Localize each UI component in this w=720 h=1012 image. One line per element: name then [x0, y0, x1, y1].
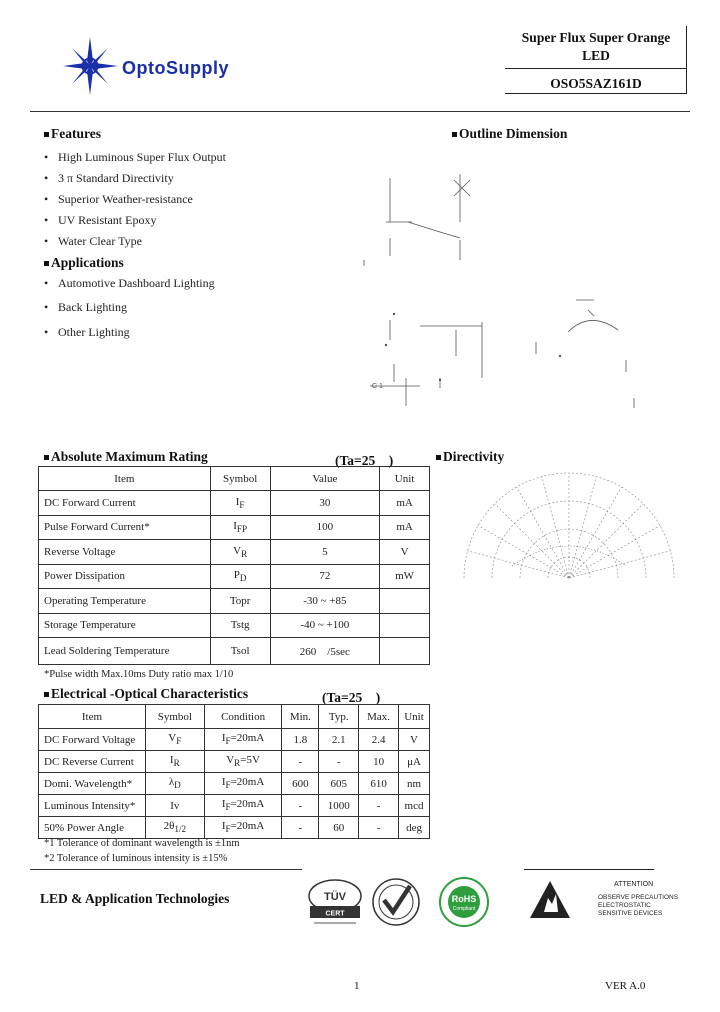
symbol-cell: $2\theta_{1/2}$: [145, 817, 204, 839]
unit-cell: mcd: [399, 795, 430, 817]
list-item: • UV Resistant Epoxy: [44, 213, 157, 227]
max-cell: -: [359, 817, 399, 839]
condition-cell: $I_F=20mA$: [204, 773, 282, 795]
unit-cell: nm: [399, 773, 430, 795]
unit-cell: V: [380, 540, 430, 565]
table-row: [39, 564, 430, 589]
square-bullet-icon: [44, 261, 49, 266]
table-row: [39, 729, 430, 751]
item-cell: Lead Soldering Temperature: [39, 638, 211, 665]
title-divider: [505, 68, 687, 69]
item-cell: Operating Temperature: [39, 589, 211, 614]
typ-cell: -: [319, 751, 359, 773]
attention-title: ATTENTION: [614, 881, 654, 888]
value-cell: 72: [270, 564, 380, 589]
item-cell: Pulse Forward Current*: [39, 515, 211, 540]
features-heading: Features: [44, 126, 101, 142]
max-cell: 10: [359, 751, 399, 773]
square-bullet-icon: [44, 132, 49, 137]
list-item: • 3 π Standard Directivity: [44, 171, 174, 185]
list-item: • Automotive Dashboard Lighting: [44, 276, 215, 290]
item-cell: Luminous Intensity*: [39, 795, 146, 817]
unit-cell: [380, 589, 430, 614]
item-cell: Storage Temperature: [39, 613, 211, 638]
eo-condition: (Ta=25 ): [322, 690, 381, 705]
rohs-label: RoHS: [451, 894, 477, 904]
list-item: • Back Lighting: [44, 300, 127, 314]
value-cell: 5: [270, 540, 380, 565]
outline-drawing: [350, 160, 660, 420]
version-label: VER A.0: [605, 980, 646, 992]
table-row: [39, 795, 430, 817]
outline-heading: Outline Dimension: [452, 126, 567, 142]
cert-label: CERT: [325, 910, 345, 918]
min-cell: -: [282, 817, 319, 839]
attention-line: SENSITIVE DEVICES: [598, 910, 663, 917]
table-row: [39, 589, 430, 614]
unit-cell: mA: [380, 515, 430, 540]
product-subtitle: LED: [582, 48, 610, 63]
wavelength-note: *1 Tolerance of dominant wavelength is ±1nm: [44, 838, 240, 849]
attention-line: ELECTROSTATIC: [598, 902, 651, 909]
symbol-cell: Tsol: [210, 638, 270, 665]
item-cell: DC Reverse Current: [39, 751, 146, 773]
list-item: • Superior Weather-resistance: [44, 192, 193, 206]
min-cell: -: [282, 795, 319, 817]
column-header: Min.: [282, 705, 319, 729]
value-cell: -30 ~ +85: [270, 589, 380, 614]
typ-cell: 1000: [319, 795, 359, 817]
min-cell: 1.8: [282, 729, 319, 751]
symbol-cell: $I_F$: [210, 491, 270, 516]
square-bullet-icon: [44, 455, 49, 460]
quality-cert-logo: [370, 876, 422, 928]
column-header: Unit: [380, 467, 430, 491]
attention-line: OBSERVE PRECAUTIONS: [598, 894, 679, 901]
rohs-logo: [434, 876, 494, 928]
directivity-diagram: [452, 466, 686, 584]
max-cell: 610: [359, 773, 399, 795]
product-title: Super Flux Super Orange: [521, 30, 671, 45]
value-cell: 260 /5sec: [270, 638, 380, 665]
symbol-cell: $V_F$: [145, 729, 204, 751]
condition-cell: $I_F=20mA$: [204, 817, 282, 839]
symbol-cell: $I_R$: [145, 751, 204, 773]
typ-cell: 605: [319, 773, 359, 795]
max-cell: -: [359, 795, 399, 817]
condition-cell: $I_F=20mA$: [204, 729, 282, 751]
column-header: Item: [39, 467, 211, 491]
min-cell: 600: [282, 773, 319, 795]
item-cell: Reverse Voltage: [39, 540, 211, 565]
symbol-cell: Topr: [210, 589, 270, 614]
unit-cell: mW: [380, 564, 430, 589]
square-bullet-icon: [436, 455, 441, 460]
column-header: Symbol: [145, 705, 204, 729]
typ-cell: 60: [319, 817, 359, 839]
symbol-cell: Iv: [145, 795, 204, 817]
item-cell: Domi. Wavelength*: [39, 773, 146, 795]
unit-cell: [380, 638, 430, 665]
tuv-label: TÜV: [324, 891, 346, 903]
item-cell: DC Forward Current: [39, 491, 211, 516]
symbol-cell: $V_R$: [210, 540, 270, 565]
pulse-note: *Pulse width Max.10ms Duty ratio max 1/10: [44, 669, 234, 680]
list-item: • Other Lighting: [44, 325, 130, 339]
brand-name: OptoSupply: [122, 58, 229, 78]
eo-heading: Electrical -Optical Characteristics: [44, 686, 248, 702]
list-item: • Water Clear Type: [44, 234, 142, 248]
company-tagline: LED & Application Technologies: [40, 891, 230, 906]
part-number: OSO5SAZ161D: [550, 76, 642, 91]
table-row: [39, 817, 430, 839]
column-header: Condition: [204, 705, 282, 729]
intensity-note: *2 Tolerance of luminous intensity is ±15%: [44, 853, 228, 864]
abs-max-condition: (Ta=25 ): [335, 453, 394, 468]
value-cell: -40 ~ +100: [270, 613, 380, 638]
page-number: 1: [354, 980, 360, 992]
value-cell: 30: [270, 491, 380, 516]
table-header-row: [39, 467, 430, 491]
symbol-cell: $P_D$: [210, 564, 270, 589]
column-header: Typ.: [319, 705, 359, 729]
footer-rule: [30, 869, 302, 870]
symbol-cell: $I_{FP}$: [210, 515, 270, 540]
table-row: [39, 491, 430, 516]
applications-heading: Applications: [44, 255, 124, 271]
column-header: Value: [270, 467, 380, 491]
table-row: [39, 751, 430, 773]
unit-cell: deg: [399, 817, 430, 839]
condition-cell: $I_F=20mA$: [204, 795, 282, 817]
table-header-row: [39, 705, 430, 729]
square-bullet-icon: [44, 692, 49, 697]
abs-max-table: [38, 466, 430, 665]
item-cell: 50% Power Angle: [39, 817, 146, 839]
abs-max-heading: Absolute Maximum Rating: [44, 449, 208, 465]
directivity-heading: Directivity: [436, 449, 504, 465]
list-item: • High Luminous Super Flux Output: [44, 150, 227, 164]
value-cell: 100: [270, 515, 380, 540]
max-cell: 2.4: [359, 729, 399, 751]
column-header: Item: [39, 705, 146, 729]
column-header: Max.: [359, 705, 399, 729]
unit-cell: V: [399, 729, 430, 751]
item-cell: DC Forward Voltage: [39, 729, 146, 751]
unit-cell: mA: [380, 491, 430, 516]
condition-cell: $V_R=5V$: [204, 751, 282, 773]
header-rule: [30, 111, 690, 112]
symbol-cell: $\lambda_D$: [145, 773, 204, 795]
table-row: [39, 613, 430, 638]
square-bullet-icon: [452, 132, 457, 137]
table-row: [39, 540, 430, 565]
unit-cell: [380, 613, 430, 638]
esd-warning-icon: [528, 878, 572, 922]
rohs-sub-label: Compliant: [452, 906, 476, 912]
svg-text:C 1: C 1: [372, 383, 383, 390]
min-cell: -: [282, 751, 319, 773]
table-row: [39, 638, 430, 665]
column-header: Unit: [399, 705, 430, 729]
esd-attention-box: [524, 869, 679, 929]
unit-cell: μA: [399, 751, 430, 773]
table-row: [39, 773, 430, 795]
tuv-cert-logo: [304, 876, 366, 928]
typ-cell: 2.1: [319, 729, 359, 751]
eo-table: [38, 704, 430, 839]
column-header: Symbol: [210, 467, 270, 491]
item-cell: Power Dissipation: [39, 564, 211, 589]
table-row: [39, 515, 430, 540]
symbol-cell: Tstg: [210, 613, 270, 638]
